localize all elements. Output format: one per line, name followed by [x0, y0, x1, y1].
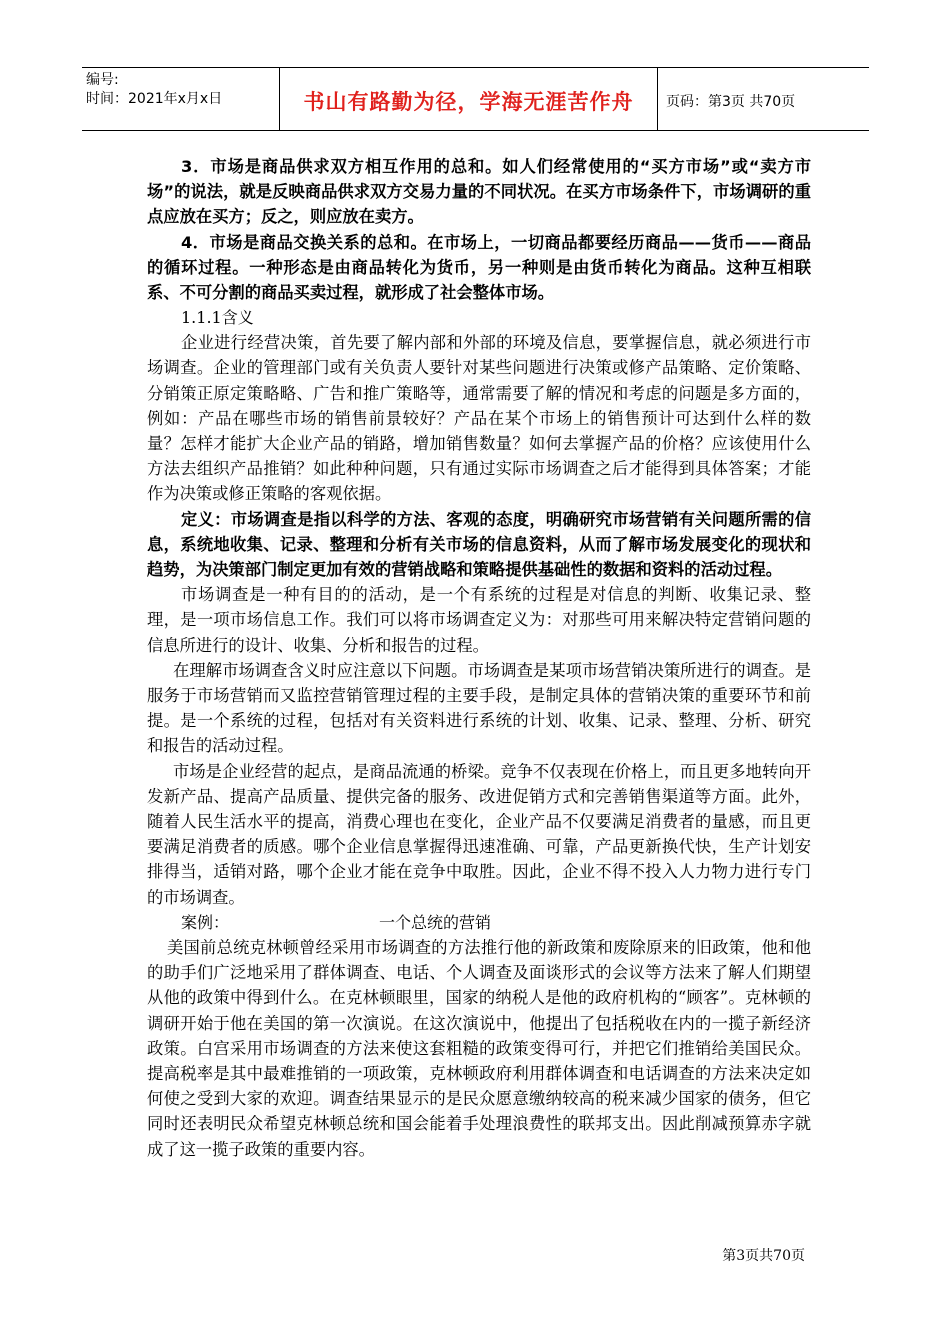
- header-table: [82, 67, 869, 131]
- section-heading: 1.1.1含义: [181, 308, 254, 328]
- paragraph-meaning: 企业进行经营决策，首先要了解内部和外部的环境及信息，要掌握信息，就必须进行市场调查。企业的管理部门或有关负责人要针对某些问题进行决策或修产品策略、定价策略、分销策正原定策略略、广告和推广策略等，通常需要了解的情况和考虑的问题是多方面的，例如：产品在哪些市场的销售前景较好？产品在某个市场上的销售预计可达到什么样的数量？怎样才能扩大企业产品的销路，增加销售数量？如何去掌握产品的价格？应该使用什么方法去组织产品推销？如此种种问题，只有通过实际市场调查之后才能得到具体答案；才能作为决策或修正策略的客观依据。: [147, 333, 811, 504]
- paragraph-purpose: 市场调查是一种有目的的活动，是一个有系统的过程是对信息的判断、收集记录、整理，是一项市场信息工作。我们可以将市场调查定义为：对那些可用来解决特定营销问题的信息所进行的设计、收集、分析和报告的过程。: [147, 585, 811, 655]
- paragraph-definition: 定义：市场调查是指以科学的方法、客观的态度，明确研究市场营销有关问题所需的信息，系统地收集、记录、整理和分析有关市场的信息资料，从而了解市场发展变化的现状和趋势，为决策部门制定更加有效的营销战略和策略提供基础性的数据和资料的活动过程。: [147, 509, 811, 580]
- case-title: 一个总统的营销: [379, 912, 492, 932]
- page-code: 页码：第3页 共70页: [666, 94, 796, 110]
- paragraph-3: 3．市场是商品供求双方相互作用的总和。如人们经常使用的“买方市场”或“卖方市场”的说法，就是反映商品供求双方交易力量的不同状况。在买方市场条件下，市场调研的重点应放在买方；反之，则应放在卖方。: [147, 157, 811, 227]
- page-footer: 第3页共70页: [722, 1248, 805, 1264]
- motto: 书山有路勤为径，学海无涯苦作舟: [280, 68, 658, 130]
- case-line: [147, 910, 811, 935]
- paragraph-startpoint: 市场是企业经营的起点，是商品流通的桥梁。竞争不仅表现在价格上，而且更多地转向开发新产品、提高产品质量、提供完备的服务、改进促销方式和完善销售渠道等方面。此外，随着人民生活水平的提高，消费心理也在变化，企业产品不仅要满足消费者的量感，而且更要满足消费者的质感。哪个企业信息掌握得迅速准确、可靠，产品更新换代快，生产计划安排得当，适销对路，哪个企业才能在竞争中取胜。因此，企业不得不投入人力物力进行专门的市场调查。: [147, 761, 811, 907]
- paragraph-4: 4．市场是商品交换关系的总和。在市场上，一切商品都要经历商品——货币——商品的循环过程。一种形态是由商品转化为货币，另一种则是由货币转化为商品。这种互相联系、不可分割的商品买卖过程，就形成了社会整体市场。: [147, 232, 811, 303]
- paragraph-clinton: 美国前总统克林顿曾经采用市场调查的方法推行他的新政策和废除原来的旧政策，他和他的助手们广泛地采用了群体调查、电话、个人调查及面谈形式的会议等方法来了解人们期望从他的政策中得到什么。在克林顿眼里，国家的纳税人是他的政府机构的“顾客”。克林顿的调研开始于他在美国的第一次演说。在这次演说中，他提出了包括税收在内的一揽子新经济政策。白宫采用市场调查的方法来使这套粗糙的政策变得可行，并把它们推销给美国民众。提高税率是其中最难推销的一项政策，克林顿政府利用群体调查和电话调查的方法来决定如何使之受到大家的欢迎。调查结果显示的是民众愿意缴纳较高的税来减少国家的债务，但它同时还表明民众希望克林顿总统和国会能着手处理浪费性的联邦支出。因此削减预算赤字就成了这一揽子政策的重要内容。: [147, 937, 811, 1159]
- time-label: 时间：2021年x月x日: [86, 91, 223, 107]
- number-label: 编号:: [86, 72, 119, 88]
- case-label: 案例：: [181, 912, 230, 932]
- paragraph-understanding: 在理解市场调查含义时应注意以下问题。市场调查是某项市场营销决策所进行的调查。是服务于市场营销而又监控营销管理过程的主要手段，是制定具体的营销决策的重要环节和前提。是一个系统的过程，包括对有关资料进行系统的计划、收集、记录、整理、分析、研究和报告的活动过程。: [147, 660, 811, 756]
- document-body: [147, 154, 811, 1162]
- header-left-cell: [82, 68, 280, 130]
